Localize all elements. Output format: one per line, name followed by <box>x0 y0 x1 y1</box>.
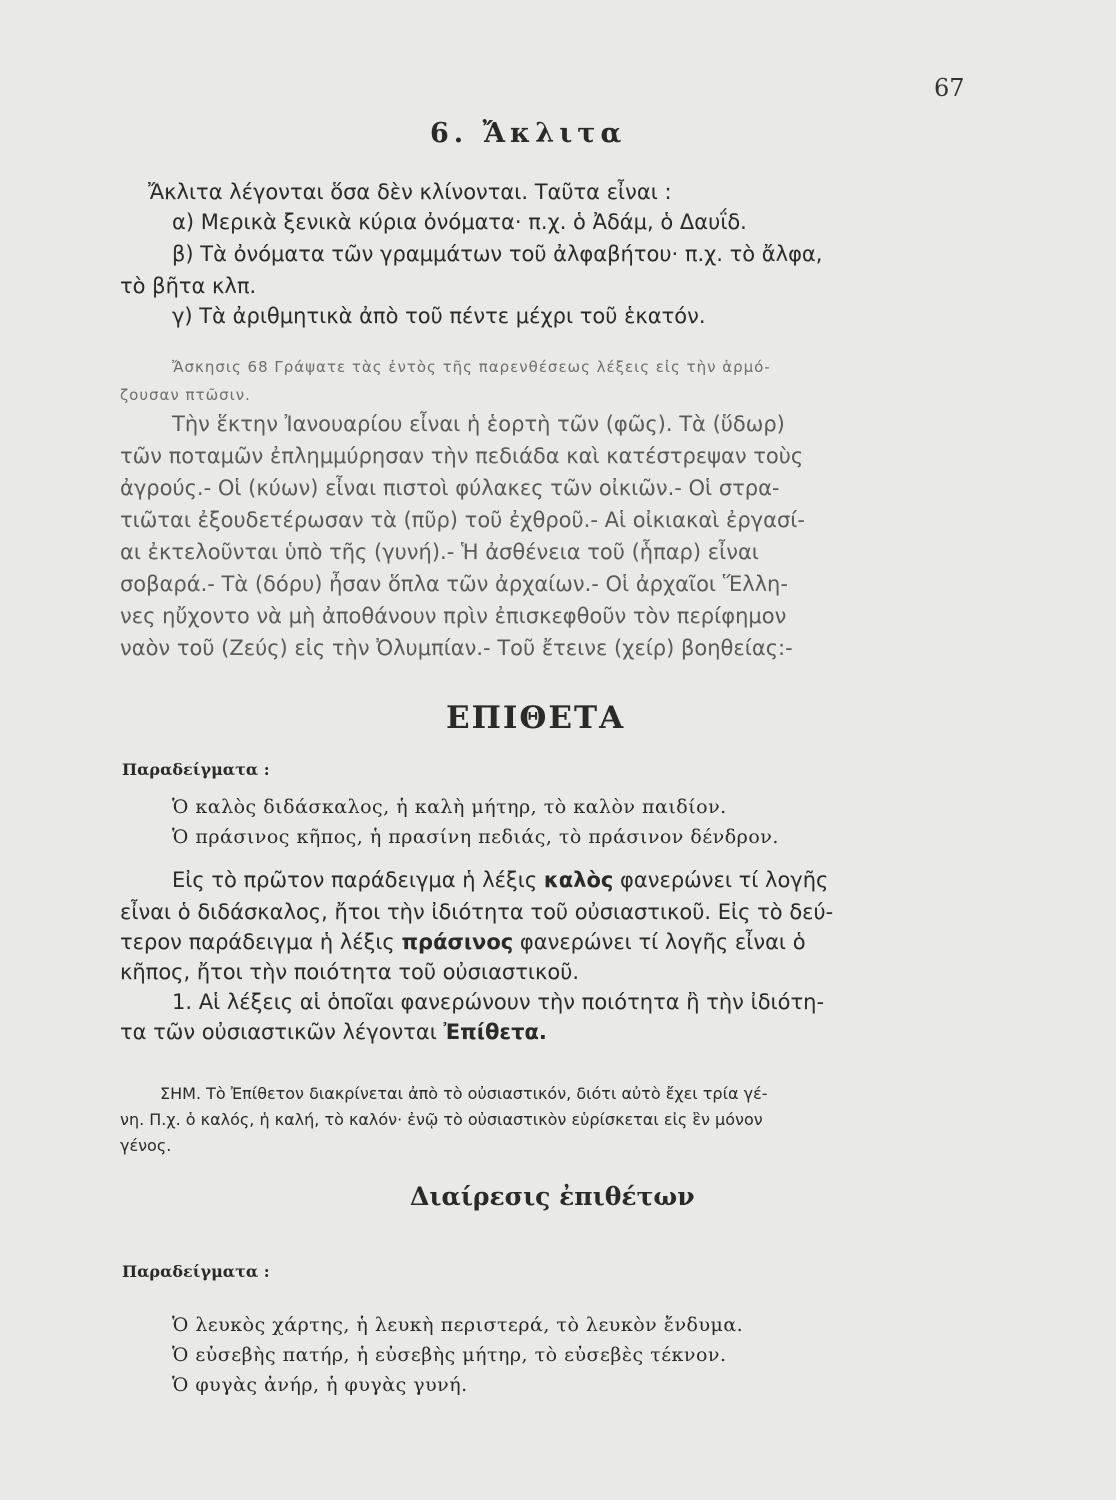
exercise-line: αι ἐκτελοῦνται ὑπὸ τῆς (γυνή).- Ἡ ἀσθένεια τοῦ (ἧπαρ) εἶναι <box>120 540 759 564</box>
note-line: γένος. <box>120 1136 172 1155</box>
example-line: Ὁ λευκὸς χάρτης, ἡ λευκὴ περιστερά, τὸ λευκὸν ἔνδυμα. <box>172 1314 744 1336</box>
exercise-line: νες ηὔχοντο νὰ μὴ ἀποθάνουν πρὶν ἐπισκεφθοῦν τὸν περίφημον <box>120 604 787 628</box>
section-title: 6. Ἄκλιτα <box>430 118 627 149</box>
exercise-instruction: ζουσαν πτῶσιν. <box>120 386 251 404</box>
explanation-line: τερον παράδειγμα ἡ λέξις πράσινος φανερώνει τί λογῆς εἶναι ὁ <box>120 930 806 954</box>
example-line: Ὁ καλὸς διδάσκαλος, ἡ καλὴ μήτηρ, τὸ καλὸν παιδίον. <box>172 796 727 818</box>
exercise-line: Τὴν ἕκτην Ἰανουαρίου εἶναι ἡ ἑορτὴ τῶν (φῶς). Τὰ (ὕδωρ) <box>172 412 785 436</box>
example-line: Ὁ πράσινος κῆπος, ἡ πρασίνη πεδιάς, τὸ πράσινον δένδρον. <box>172 826 779 848</box>
note-line: νη. Π.χ. ὁ καλός, ἡ καλή, τὸ καλόν· ἐνῷ τὸ οὐσιαστικὸν εὑρίσκεται εἰς ἓν μόνον <box>120 1110 763 1129</box>
exercise-line: ἀγρούς.- Οἱ (κύων) εἶναι πιστοὶ φύλακες τῶν οἰκιῶν.- Οἱ στρα- <box>120 476 780 500</box>
explanation-line: κῆπος, ἤτοι τὴν ποιότητα τοῦ οὐσιαστικοῦ. <box>120 960 580 984</box>
keyword-epitheta: Ἐπίθετα. <box>443 1020 547 1044</box>
keyword-kalos: καλὸς <box>543 868 614 892</box>
examples-label: Παραδείγματα : <box>122 760 270 779</box>
intro-line: τὸ βῆτα κλπ. <box>120 274 257 298</box>
example-line: Ὁ εὐσεβὴς πατήρ, ἡ εὐσεβὴς μήτηρ, τὸ εὐσεβὲς τέκνον. <box>172 1344 727 1366</box>
explanation-line: Εἰς τὸ πρῶτον παράδειγμα ἡ λέξις καλὸς φανερώνει τί λογῆς <box>172 868 829 892</box>
exercise-line: σοβαρά.- Τὰ (δόρυ) ἦσαν ὅπλα τῶν ἀρχαίων.- Οἱ ἀρχαῖοι Ἕλλη- <box>120 572 788 596</box>
division-heading: Διαίρεσις ἐπιθέτων <box>410 1182 695 1211</box>
exercise-line: τιῶται ἐξουδετέρωσαν τὰ (πῦρ) τοῦ ἐχθροῦ.- Αἱ οἰκιακαὶ ἐργασί- <box>120 508 805 532</box>
intro-line: β) Τὰ ὀνόματα τῶν γραμμάτων τοῦ ἀλφαβήτου· π.χ. τὸ ἄλφα, <box>172 242 823 266</box>
examples-label-2: Παραδείγματα : <box>122 1262 270 1281</box>
exercise-line: τῶν ποταμῶν ἐπλημμύρησαν τὴν πεδιάδα καὶ κατέστρεψαν τοὺς <box>120 444 804 468</box>
intro-line: γ) Τὰ ἀριθμητικὰ ἀπὸ τοῦ πέντε μέχρι τοῦ ἑκατόν. <box>172 304 706 328</box>
page-number: 67 <box>934 74 965 102</box>
intro-line: α) Μερικὰ ξενικὰ κύρια ὀνόματα· π.χ. ὁ Ἀδάμ, ὁ Δαυΐδ. <box>172 210 747 234</box>
explanation-line: εἶναι ὁ διδάσκαλος, ἤτοι τὴν ἰδιότητα τοῦ οὐσιαστικοῦ. Εἰς τὸ δεύ- <box>120 900 834 924</box>
explanation-line: τα τῶν οὐσιαστικῶν λέγονται Ἐπίθετα. <box>120 1020 547 1044</box>
epitheta-heading: ΕΠΙΘΕΤΑ <box>446 700 626 736</box>
explanation-line: 1. Αἱ λέξεις αἱ ὁποῖαι φανερώνουν τὴν ποιότητα ἢ τὴν ἰδιότη- <box>172 990 825 1014</box>
exercise-instruction: Ἄσκησις 68 Γράψατε τὰς ἐντὸς τῆς παρενθέσεως λέξεις εἰς τὴν ἁρμό- <box>172 358 771 376</box>
example-line: Ὁ φυγὰς ἀνήρ, ἡ φυγὰς γυνή. <box>172 1374 468 1396</box>
exercise-line: ναὸν τοῦ (Ζεύς) εἰς τὴν Ὀλυμπίαν.- Τοῦ ἔτεινε (χείρ) βοηθείας:- <box>120 636 793 660</box>
note-line: ΣΗΜ. Τὸ Ἐπίθετον διακρίνεται ἀπὸ τὸ οὐσιαστικόν, διότι αὐτὸ ἔχει τρία γέ- <box>160 1084 768 1103</box>
intro-line: Ἄκλιτα λέγονται ὅσα δὲν κλίνονται. Ταῦτα εἶναι : <box>148 180 672 204</box>
keyword-prasinos: πράσινος <box>401 930 514 954</box>
